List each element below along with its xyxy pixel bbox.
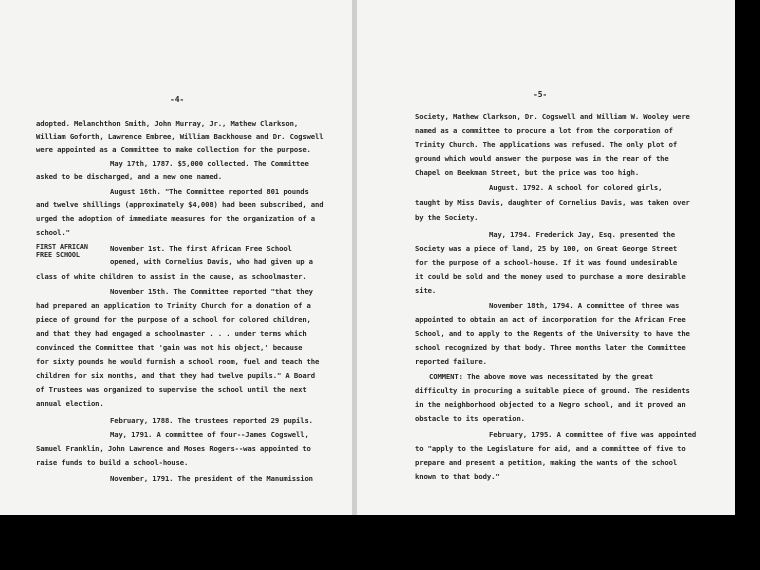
text-line: in the neighborhood objected to a Negro school, and it proved an (415, 400, 686, 409)
text-line: COMMENT: The above move was necessitated by the great (429, 372, 654, 381)
text-line: Samuel Franklin, John Lawrence and Moses Rogers--was appointed to (36, 444, 311, 453)
text-line: for the purpose of a school-house. If it was found undesirable (415, 258, 678, 267)
text-line: of Trustees was organized to supervise the school until the next (36, 385, 307, 394)
text-line: urged the adoption of immediate measures for the organization of a (36, 214, 315, 223)
text-line: piece of ground for the purpose of a school for colored children, (36, 315, 311, 324)
text-line: William Goforth, Lawrence Embree, William Backhouse and Dr. Cogswell (36, 132, 324, 141)
page-number: -5- (533, 90, 548, 99)
text-line: and twelve shillings (approximately $4,008) had been subscribed, and (36, 200, 324, 209)
text-line: children for six months, and that they had twelve pupils." A Board (36, 371, 315, 380)
text-line: November 1st. The first African Free School (110, 244, 292, 253)
left-page (0, 0, 352, 515)
text-line: known to that body." (415, 472, 500, 481)
text-line: School, and to apply to the Regents of the University to have the (415, 329, 690, 338)
text-line: opened, with Cornelius Davis, who had given up a (110, 257, 313, 266)
text-line: Chapel on Beekman Street, but the price was too high. (415, 168, 640, 177)
text-line: class of white children to assist in the cause, as schoolmaster. (36, 272, 307, 281)
text-line: November 18th, 1794. A committee of three was (489, 301, 680, 310)
text-line: reported failure. (415, 357, 487, 366)
right-page (357, 0, 735, 515)
text-line: prepare and present a petition, making the wants of the school (415, 458, 678, 467)
text-line: site. (415, 286, 437, 295)
text-line: taught by Miss Davis, daughter of Cornelius Davis, was taken over (415, 198, 690, 207)
margin-note-line: FIRST AFRICAN (36, 243, 88, 251)
text-line: appointed to obtain an act of incorporation for the African Free (415, 315, 686, 324)
text-line: May 17th, 1787. $5,000 collected. The Committee (110, 159, 309, 168)
text-line: convinced the Committee that 'gain was not his object,' because (36, 343, 303, 352)
text-line: named as a committee to procure a lot from the corporation of (415, 126, 673, 135)
text-line: to "apply to the Legislature for aid, and a committee of five to (415, 444, 686, 453)
margin-note-line: FREE SCHOOL (36, 251, 80, 259)
text-line: it could be sold and the money used to purchase a more desirable (415, 272, 686, 281)
text-line: and that they had engaged a schoolmaster . . . under terms which (36, 329, 307, 338)
text-line: school recognized by that body. Three months later the Committee (415, 343, 686, 352)
text-line: difficulty in procuring a suitable piece of ground. The residents (415, 386, 690, 395)
text-line: ground which would answer the purpose was in the rear of the (415, 154, 669, 163)
text-line: by the Society. (415, 213, 479, 222)
text-line: annual election. (36, 399, 104, 408)
text-line: asked to be discharged, and a new one named. (36, 172, 222, 181)
text-line: adopted. Melanchthon Smith, John Murray, Jr., Mathew Clarkson, (36, 119, 299, 128)
text-line: Society, Mathew Clarkson, Dr. Cogswell and William W. Wooley were (415, 112, 690, 121)
text-line: for sixty pounds he would furnish a school room, fuel and teach the (36, 357, 320, 366)
text-line: school." (36, 228, 70, 237)
text-line: February, 1788. The trustees reported 29 pupils. (110, 416, 313, 425)
text-line: Society was a piece of land, 25 by 100, on Great George Street (415, 244, 678, 253)
text-line: November, 1791. The president of the Manumission (110, 474, 313, 483)
text-line: raise funds to build a school-house. (36, 458, 189, 467)
text-line: May, 1794. Frederick Jay, Esq. presented the (489, 230, 675, 239)
text-line: August 16th. "The Committee reported 801 pounds (110, 187, 309, 196)
text-line: February, 1795. A committee of five was appointed (489, 430, 697, 439)
text-line: August. 1792. A school for colored girls, (489, 183, 663, 192)
text-line: had prepared an application to Trinity Church for a donation of a (36, 301, 311, 310)
text-line: Trinity Church. The applications was refused. The only plot of (415, 140, 678, 149)
page-number: -4- (170, 95, 185, 104)
text-line: November 15th. The Committee reported "that they (110, 287, 313, 296)
text-line: obstacle to its operation. (415, 414, 525, 423)
text-line: were appointed as a Committee to make collection for the purpose. (36, 145, 311, 154)
text-line: May, 1791. A committee of four--James Cogswell, (110, 430, 309, 439)
scanner-border (0, 515, 760, 570)
